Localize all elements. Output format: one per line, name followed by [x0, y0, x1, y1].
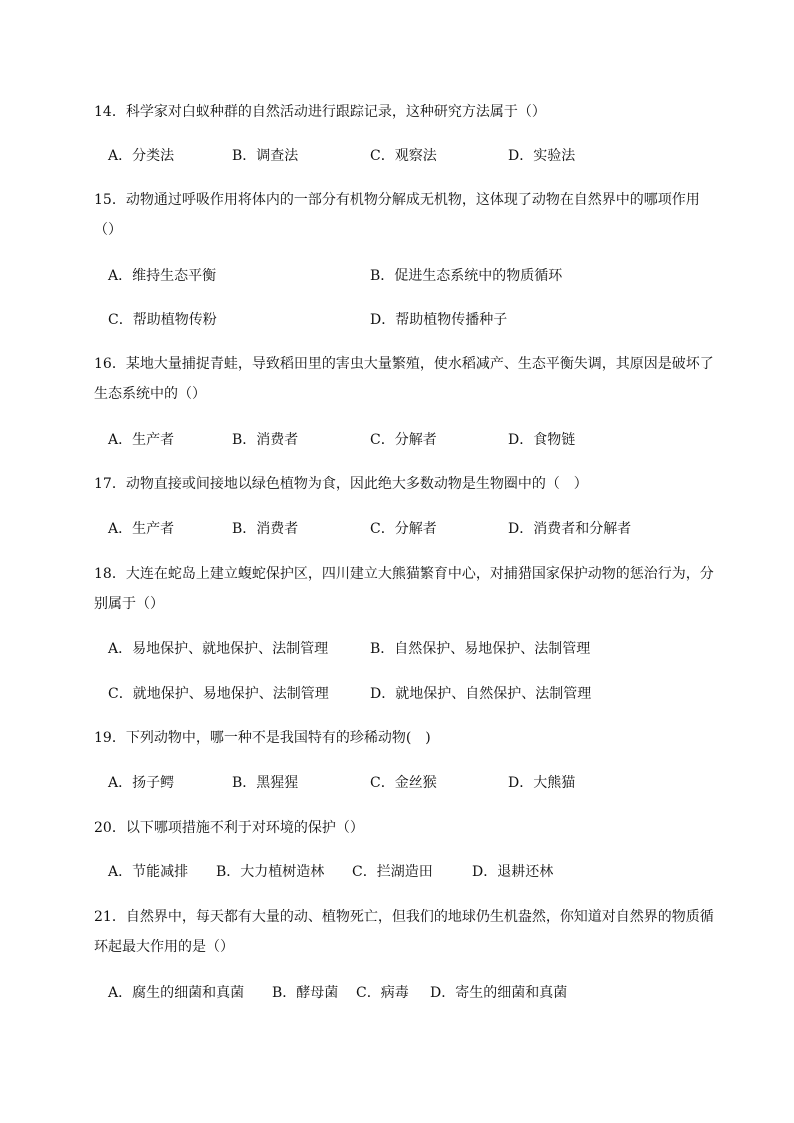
option-d[interactable]: D．消费者和分解者 — [508, 521, 632, 537]
options-16 — [108, 429, 728, 451]
option-c[interactable]: C．病毒 — [356, 985, 409, 1001]
question-18: 18．大连在蛇岛上建立蝮蛇保护区，四川建立大熊猫繁育中心，对捕猎国家保护动物的惩治行为，分别属于（） — [94, 566, 714, 612]
options-21 — [108, 982, 728, 1004]
question-21: 21．自然界中，每天都有大量的动、植物死亡，但我们的地球仍生机盎然，你知道对自然界的物质循环起最大作用的是（） — [94, 909, 714, 955]
option-d[interactable]: D．退耕还林 — [472, 864, 554, 880]
option-c[interactable]: C．帮助植物传粉 — [108, 312, 217, 328]
option-d[interactable]: D．大熊猫 — [508, 775, 576, 791]
options-20 — [108, 861, 728, 883]
question-16: 16．某地大量捕捉青蛙，导致稻田里的害虫大量繁殖，使水稻减产、生态平衡失调，其原因是破坏了生态系统中的（） — [94, 356, 714, 402]
question-15: 15．动物通过呼吸作用将体内的一部分有机物分解成无机物，这体现了动物在自然界中的哪项作用（） — [94, 192, 700, 238]
options-19 — [108, 772, 728, 794]
options-18-row2 — [108, 683, 728, 705]
option-d[interactable]: D．寄生的细菌和真菌 — [430, 985, 568, 1001]
option-c[interactable]: C．分解者 — [370, 521, 437, 537]
options-17 — [108, 518, 728, 540]
option-a[interactable]: A．生产者 — [108, 432, 175, 448]
option-c[interactable]: C．就地保护、易地保护、法制管理 — [108, 686, 329, 702]
option-b[interactable]: B．黑猩猩 — [232, 775, 299, 791]
options-14 — [108, 145, 728, 167]
option-d[interactable]: D．实验法 — [508, 148, 576, 164]
option-a[interactable]: A．节能减排 — [108, 864, 189, 880]
option-b[interactable]: B．大力植树造林 — [216, 864, 325, 880]
options-15-row2 — [108, 309, 728, 331]
option-b[interactable]: B．消费者 — [232, 432, 299, 448]
option-b[interactable]: B．调查法 — [232, 148, 299, 164]
option-d[interactable]: D．帮助植物传播种子 — [370, 312, 508, 328]
question-14: 14．科学家对白蚁种群的自然活动进行跟踪记录，这种研究方法属于（） — [94, 104, 546, 120]
option-b[interactable]: B．自然保护、易地保护、法制管理 — [370, 641, 591, 657]
options-18-row1 — [108, 638, 728, 660]
option-d[interactable]: D．就地保护、自然保护、法制管理 — [370, 686, 592, 702]
option-c[interactable]: C．拦湖造田 — [352, 864, 433, 880]
option-c[interactable]: C．金丝猴 — [370, 775, 437, 791]
option-c[interactable]: C．分解者 — [370, 432, 437, 448]
option-c[interactable]: C．观察法 — [370, 148, 437, 164]
option-a[interactable]: A．易地保护、就地保护、法制管理 — [108, 641, 329, 657]
question-19: 19．下列动物中，哪一种不是我国特有的珍稀动物( ) — [94, 730, 431, 746]
question-17: 17．动物直接或间接地以绿色植物为食，因此绝大多数动物是生物圈中的（ ） — [94, 476, 588, 492]
option-a[interactable]: A．维持生态平衡 — [108, 268, 217, 284]
options-15-row1 — [108, 265, 728, 287]
option-d[interactable]: D．食物链 — [508, 432, 576, 448]
question-20: 20．以下哪项措施不利于对环境的保护（） — [94, 820, 364, 836]
option-b[interactable]: B．促进生态系统中的物质循环 — [370, 268, 563, 284]
option-a[interactable]: A．扬子鳄 — [108, 775, 175, 791]
option-b[interactable]: B．消费者 — [232, 521, 299, 537]
option-a[interactable]: A．腐生的细菌和真菌 — [108, 985, 245, 1001]
option-a[interactable]: A．分类法 — [108, 148, 175, 164]
option-b[interactable]: B．酵母菌 — [272, 985, 339, 1001]
option-a[interactable]: A．生产者 — [108, 521, 175, 537]
